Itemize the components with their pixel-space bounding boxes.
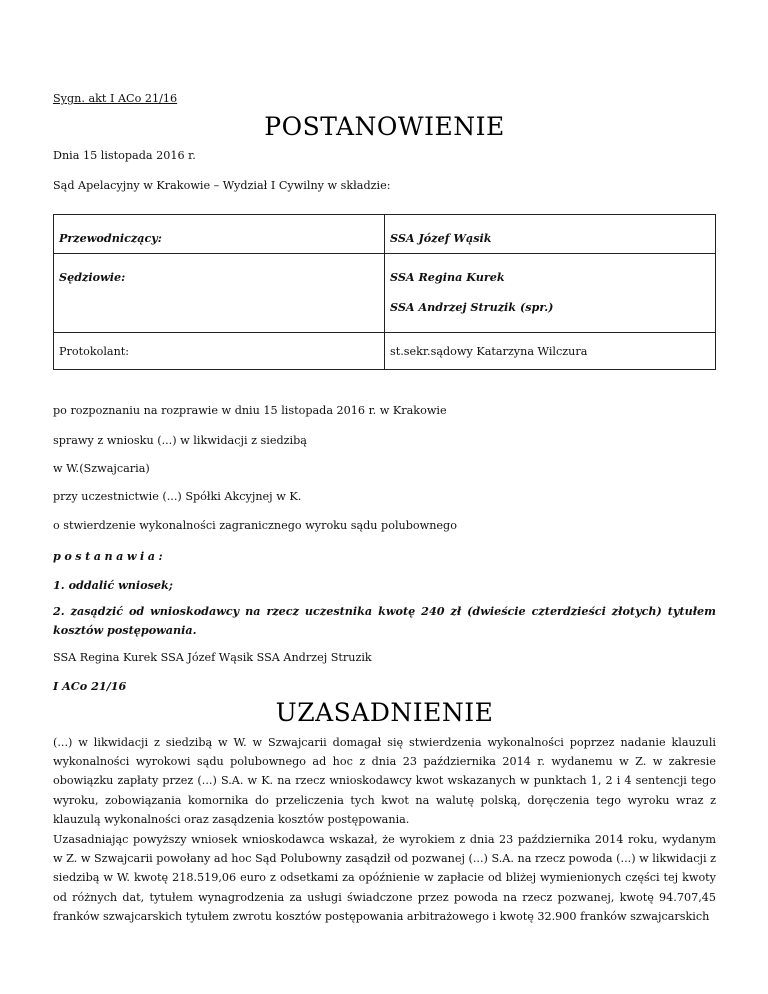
bench-table	[53, 214, 716, 370]
intro-line-1: po rozpoznaniu na rozprawie w dniu 15 listopada 2016 r. w Krakowie	[53, 404, 447, 417]
ruling-point-1: 1. oddalić wniosek;	[53, 578, 173, 592]
judges-value-cell	[385, 254, 716, 333]
judges-label-cell	[54, 254, 385, 333]
chair-label: Przewodniczący:	[59, 231, 162, 245]
justification-paragraph-2: Uzasadniając powyższy wniosek wnioskodawca wskazał, że wyrokiem z dnia 23 października 2014 roku, wydanym w Z. w Szwajcarii powołany ad hoc Sąd Polubowny zasądził od pozwanej (...) S.A. na rzecz powoda (...) w likwidacji z siedzibą w W. kwotę 218.519,06 euro z odsetkami za opóźnienie w zapłacie od bliżej wymienionych części tej kwoty od różnych dat, tytułem wynagrodzenia za usługi świadczone przez powoda na rzecz pozwanej, kwotę 94.707,45 franków szwajcarskich tytułem zwrotu kosztów postępowania arbitrażowego i kwotę 32.900 franków szwajcarskich	[53, 833, 716, 923]
chair-value-cell	[385, 215, 716, 254]
clerk-value-cell	[385, 333, 716, 370]
intro-line-5: o stwierdzenie wykonalności zagranicznego wyroku sądu polubownego	[53, 519, 457, 532]
clerk-label-cell	[54, 333, 385, 370]
date-line: Dnia 15 listopada 2016 r.	[53, 149, 196, 162]
judge-2: SSA Andrzej Struzik (spr.)	[390, 300, 554, 314]
clerk-value: st.sekr.sądowy Katarzyna Wilczura	[390, 345, 588, 358]
chair-value: SSA Józef Wąsik	[390, 231, 492, 245]
ruling-point-2: 2. zasądzić od wnioskodawcy na rzecz uczestnika kwotę 240 zł (dwieście czterdzieści złotych) tytułem kosztów postępowania.	[53, 604, 716, 637]
justification-case-ref: I ACo 21/16	[53, 679, 127, 693]
bench-row-judges	[54, 254, 716, 333]
chair-label-cell	[54, 215, 385, 254]
justification-title: UZASADNIENIE	[275, 698, 494, 727]
bench-row-chair	[54, 215, 716, 254]
intro-line-4: przy uczestnictwie (...) Spółki Akcyjnej w K.	[53, 490, 302, 503]
bench-row-clerk	[54, 333, 716, 370]
document-title: POSTANOWIENIE	[264, 112, 505, 141]
signatures: SSA Regina Kurek SSA Józef Wąsik SSA Andrzej Struzik	[53, 651, 372, 664]
intro-line-2: sprawy z wniosku (...) w likwidacji z siedzibą	[53, 434, 307, 447]
case-signature: Sygn. akt I ACo 21/16	[53, 92, 178, 105]
judges-label: Sędziowie:	[59, 270, 126, 284]
clerk-label: Protokolant:	[59, 345, 130, 358]
justification-paragraph-1: (...) w likwidacji z siedzibą w W. w Szwajcarii domagał się stwierdzenia wykonalności poprzez nadanie klauzuli wykonalności wyrokowi sądu polubownego ad hoc z dnia 23 października 2014 r. wydanemu w Z. w zakresie obowiązku zapłaty przez (...) S.A. w K. na rzecz wnioskodawcy kwot wskazanych w punktach 1, 2 i 4 sentencji tego wyroku, zobowiązania komornika do przeliczenia tych kwot na walutę polską, doręczenia tego wyroku wraz z klauzulą wykonalności oraz zasądzenia kosztów postępowania.	[53, 736, 716, 826]
judge-1: SSA Regina Kurek	[390, 270, 505, 284]
intro-line-3: w W.(Szwajcaria)	[53, 462, 150, 475]
court-line: Sąd Apelacyjny w Krakowie – Wydział I Cywilny w składzie:	[53, 179, 391, 192]
ruling-heading: postanawia:	[53, 549, 167, 563]
